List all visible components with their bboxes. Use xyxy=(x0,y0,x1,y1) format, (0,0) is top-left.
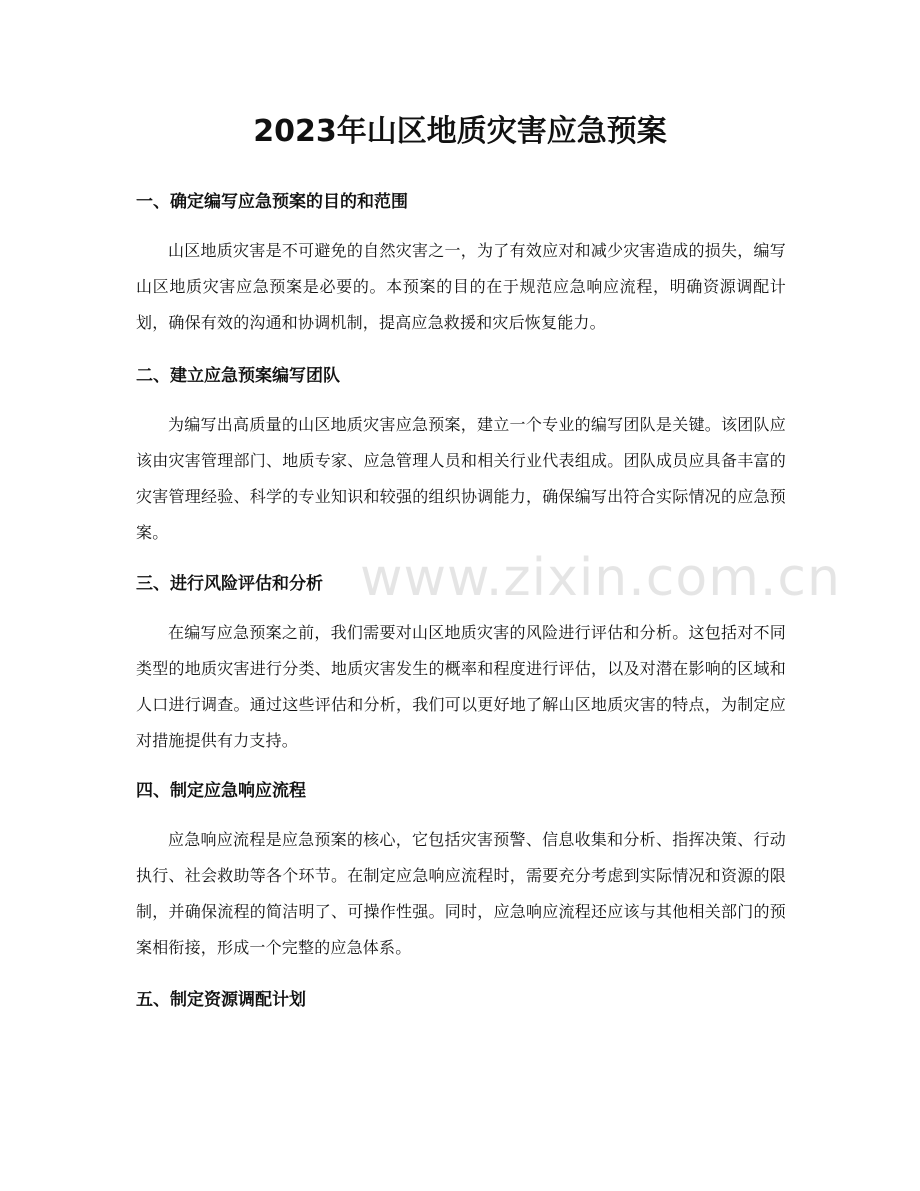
section-1 xyxy=(136,188,786,341)
watermark: www.zixin.com.cn xyxy=(360,548,841,608)
section-body: 山区地质灾害是不可避免的自然灾害之一，为了有效应对和减少灾害造成的损失，编写山区地质灾害应急预案是必要的。本预案的目的在于规范应急响应流程，明确资源调配计划，确保有效的沟通和协调机制，提高应急救援和灾后恢复能力。 xyxy=(136,241,786,332)
section-5 xyxy=(136,986,786,1014)
section-2 xyxy=(136,362,786,551)
section-3 xyxy=(136,570,786,759)
section-heading: 一、确定编写应急预案的目的和范围 xyxy=(136,192,408,212)
section-body: 为编写出高质量的山区地质灾害应急预案，建立一个专业的编写团队是关键。该团队应该由灾害管理部门、地质专家、应急管理人员和相关行业代表组成。团队成员应具备丰富的灾害管理经验、科学的专业知识和较强的组织协调能力，确保编写出符合实际情况的应急预案。 xyxy=(136,415,786,542)
section-body: 应急响应流程是应急预案的核心，它包括灾害预警、信息收集和分析、指挥决策、行动执行、社会救助等各个环节。在制定应急响应流程时，需要充分考虑到实际情况和资源的限制，并确保流程的简洁明了、可操作性强。同时，应急响应流程还应该与其他相关部门的预案相衔接，形成一个完整的应急体系。 xyxy=(136,830,786,957)
document-title: 2023年山区地质灾害应急预案 xyxy=(253,114,667,149)
section-body: 在编写应急预案之前，我们需要对山区地质灾害的风险进行评估和分析。这包括对不同类型的地质灾害进行分类、地质灾害发生的概率和程度进行评估，以及对潜在影响的区域和人口进行调查。通过这些评估和分析，我们可以更好地了解山区地质灾害的特点，为制定应对措施提供有力支持。 xyxy=(136,623,786,750)
section-heading: 二、建立应急预案编写团队 xyxy=(136,366,340,386)
section-4 xyxy=(136,777,786,966)
section-heading: 三、进行风险评估和分析 xyxy=(136,574,323,594)
section-heading: 五、制定资源调配计划 xyxy=(136,990,306,1010)
section-heading: 四、制定应急响应流程 xyxy=(136,781,306,801)
